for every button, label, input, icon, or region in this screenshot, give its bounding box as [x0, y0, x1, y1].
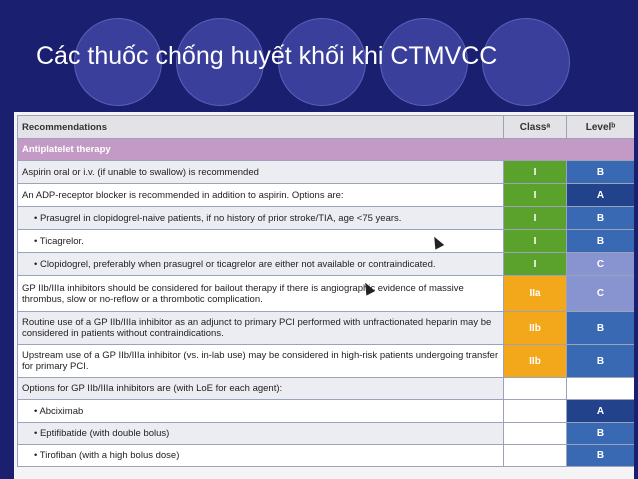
- class-badge: I: [504, 253, 567, 276]
- table-row: [18, 378, 635, 400]
- header-recommendations: Recommendations: [18, 116, 504, 139]
- header-class: Classᵃ: [504, 116, 567, 139]
- class-badge: I: [504, 207, 567, 230]
- recommendation-text: GP IIb/IIIa inhibitors should be considered for bailout therapy if there is angiographic evidence of massive thrombus, slow or no-reflow or a thrombotic complication.: [18, 276, 504, 312]
- section-row: [18, 139, 635, 161]
- table-row: [18, 400, 635, 423]
- recommendation-text: • Eptifibatide (with double bolus): [18, 423, 504, 445]
- table-row: [18, 253, 635, 276]
- recommendations-table-image: [14, 112, 634, 479]
- level-badge: A: [567, 400, 635, 423]
- level-badge: B: [567, 445, 635, 467]
- level-badge: C: [567, 253, 635, 276]
- level-badge: B: [567, 423, 635, 445]
- recommendation-text: • Prasugrel in clopidogrel-naive patients, if no history of prior stroke/TIA, age <75 years.: [18, 207, 504, 230]
- section-title: Antiplatelet therapy: [18, 139, 635, 161]
- recommendation-text: Options for GP IIb/IIIa inhibitors are (with LoE for each agent):: [18, 378, 504, 400]
- class-badge: [504, 423, 567, 445]
- table-row: [18, 423, 635, 445]
- recommendations-table: [17, 115, 634, 467]
- level-badge: B: [567, 207, 635, 230]
- class-badge: [504, 400, 567, 423]
- level-badge: B: [567, 161, 635, 184]
- table-row: [18, 184, 635, 207]
- recommendation-text: • Clopidogrel, preferably when prasugrel or ticagrelor are either not available or contraindicated.: [18, 253, 504, 276]
- class-badge: I: [504, 184, 567, 207]
- table-row: [18, 345, 635, 378]
- table-row: [18, 207, 635, 230]
- level-badge: B: [567, 312, 635, 345]
- recommendation-text: • Abciximab: [18, 400, 504, 423]
- class-badge: IIb: [504, 312, 567, 345]
- level-badge: C: [567, 276, 635, 312]
- table-row: [18, 445, 635, 467]
- header-level: Levelᵇ: [567, 116, 635, 139]
- recommendation-text: An ADP-receptor blocker is recommended in addition to aspirin. Options are:: [18, 184, 504, 207]
- table-row: [18, 161, 635, 184]
- table-row: [18, 230, 635, 253]
- class-badge: I: [504, 161, 567, 184]
- class-badge: [504, 378, 567, 400]
- recommendation-text: • Tirofiban (with a high bolus dose): [18, 445, 504, 467]
- level-badge: [567, 378, 635, 400]
- table-row: [18, 276, 635, 312]
- recommendation-text: Routine use of a GP IIb/IIIa inhibitor as an adjunct to primary PCI performed with unfractionated heparin may be considered in patients without contraindications.: [18, 312, 504, 345]
- level-badge: B: [567, 345, 635, 378]
- class-badge: I: [504, 230, 567, 253]
- slide-title: Các thuốc chống huyết khối khi CTMVCC: [36, 42, 498, 70]
- recommendation-text: Aspirin oral or i.v. (if unable to swallow) is recommended: [18, 161, 504, 184]
- level-badge: B: [567, 230, 635, 253]
- level-badge: A: [567, 184, 635, 207]
- recommendation-text: Upstream use of a GP IIb/IIIa inhibitor (vs. in-lab use) may be considered in high-risk patients undergoing transfer for primary PCI.: [18, 345, 504, 378]
- class-badge: IIa: [504, 276, 567, 312]
- class-badge: IIb: [504, 345, 567, 378]
- table-row: [18, 312, 635, 345]
- class-badge: [504, 445, 567, 467]
- table-header-row: [18, 116, 635, 139]
- recommendation-text: • Ticagrelor.: [18, 230, 504, 253]
